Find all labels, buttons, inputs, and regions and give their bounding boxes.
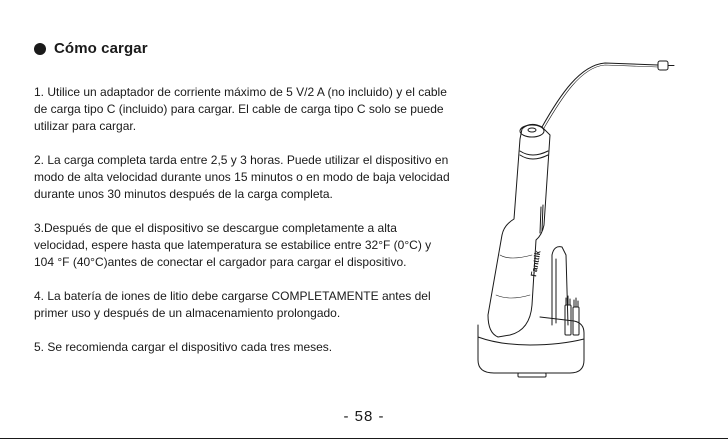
device-brand-label: Fanttik	[529, 249, 543, 278]
instruction-paragraph-4: 4. La batería de iones de litio debe cargarse COMPLETAMENTE antes del primer uso y después de un almacenamiento prolongado.	[34, 289, 431, 320]
usb-c-plug-icon	[658, 61, 668, 70]
page-number: - 58 -	[343, 408, 385, 425]
section-heading	[34, 40, 148, 57]
stand-post	[552, 247, 568, 325]
bullet-icon	[34, 43, 46, 55]
device-charging-illustration	[470, 55, 680, 385]
instruction-paragraph-3: 3.Después de que el dispositivo se descargue completamente a alta velocidad, espere hasta que latemperatura se estabilice entre 32°F (0°C) y 104 °F (40°C)antes de conectar el cargador para cargar el dispositivo.	[34, 221, 432, 269]
bottom-rule	[0, 438, 728, 439]
instruction-paragraph-2: 2. La carga completa tarda entre 2,5 y 3 horas. Puede utilizar el dispositivo en modo de alta velocidad durante unos 15 minutos o en modo de baja velocidad durante unos 30 minutos después de la carga completa.	[34, 153, 450, 201]
section-title: Cómo cargar	[54, 40, 148, 57]
instructions-body	[34, 84, 454, 373]
device-body	[488, 124, 550, 337]
instruction-paragraph-5: 5. Se recomienda cargar el dispositivo cada tres meses.	[34, 340, 333, 354]
instruction-paragraph-1: 1. Utilice un adaptador de corriente máximo de 5 V/2 A (no incluido) y el cable de carga tipo C (incluido) para cargar. El cable de carga tipo C solo se puede utilizar para cargar.	[34, 85, 447, 133]
charging-cable	[542, 63, 658, 127]
